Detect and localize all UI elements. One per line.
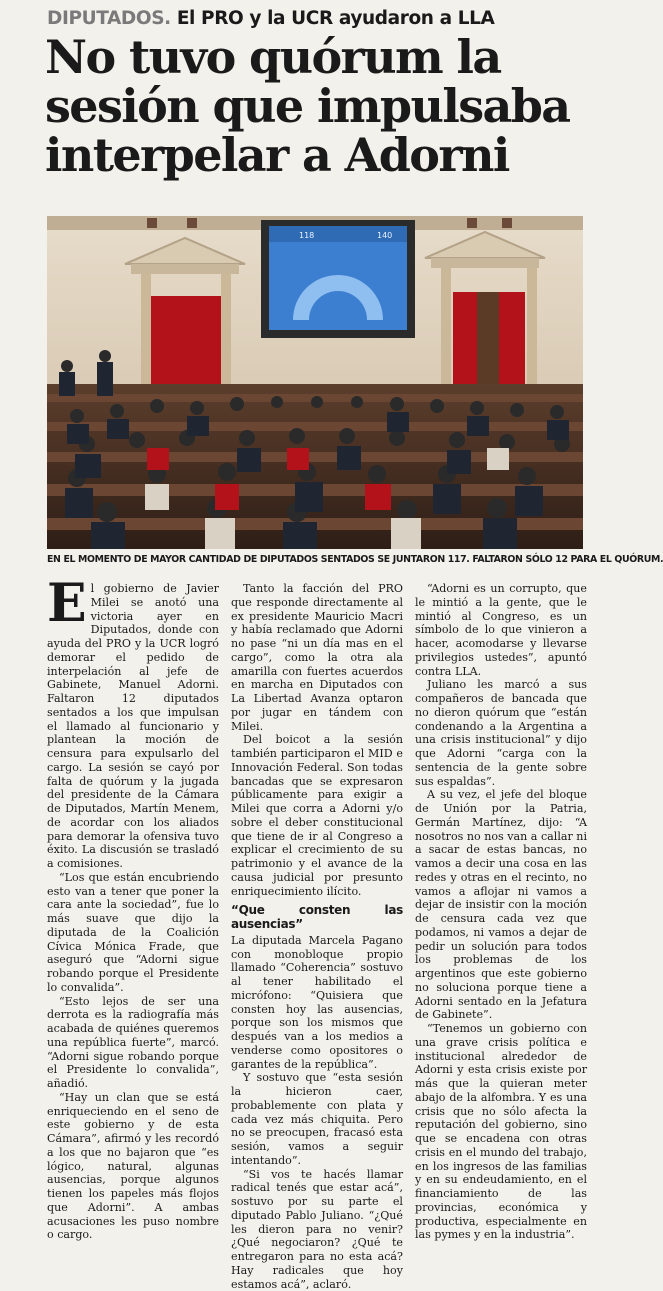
photo-caption: EN EL MOMENTO DE MAYOR CANTIDAD DE DIPUTADOS SENTADOS SE JUNTARON 117. FALTARON SÓLO 12 PARA EL QUÓRUM. xyxy=(47,554,587,565)
headline-line: interpelar a Adorni xyxy=(45,131,595,180)
article-paragraph: El gobierno de Javier Milei se anotó una victoria ayer en Diputados, donde con ayuda del PRO y la UCR logró demorar el pedido de interpelación al jefe de Gabinete, Manuel Adorni. Faltaron 12 diputados sentados a los que impulsan el llamado al funcionario y plantean la moción de censura para expulsarlo del cargo. La sesión se cayó por falta de quórum y la jugada del presidente de la Cámara de Diputados, Martín Menem, de acordar con los aliados para demorar la ofensiva tuvo éxito. La discusión se trasladó a comisiones. xyxy=(47,582,219,871)
screen-count-left: 118 xyxy=(299,231,314,240)
headline-line: No tuvo quórum la xyxy=(45,33,595,82)
article-paragraph: “Esto lejos de ser una derrota es la radiografía más acabada de quiénes queremos una república fuerte”, marcó. “Adorni sigue robando porque el Presidente lo convalida”, añadió. xyxy=(47,995,219,1091)
drop-cap: E xyxy=(47,584,87,624)
red-curtain-left xyxy=(151,296,221,396)
article-paragraph: “Si vos te hacés llamar radical tenés que estar acá”, sostuvo por su parte el diputado Pablo Juliano. “¿Qué les dieron para no venir? ¿Qué negociaron? ¿Qué te entregaron para no esta acá? Hay radicales que hoy estamos acá”, aclaró. xyxy=(231,1168,403,1291)
article-paragraph: “Adorni es un corrupto, que le mintió a la gente, que le mintió al Congreso, es un símbolo de lo que vinieron a hacer, acomodarse y llevarse privilegios ustedes”, apuntó contra LLA. xyxy=(415,582,587,678)
headline xyxy=(45,33,595,180)
article-paragraph: Juliano les marcó a sus compañeros de bancada que no dieron quórum que “están condenando a la Argentina a una crisis institucional” y dijo que Adorni “carga con la sentencia de la gente sobre sus espaldas”. xyxy=(415,678,587,788)
article-paragraph: “Tenemos un gobierno con una grave crisis política e institucional alrededor de Adorni y esta crisis existe por más que la quieran meter abajo de la alfombra. Y es una crisis que no sólo afecta la reputación del gobierno, sino que se encadena con otras crisis en el mundo del trabajo, en los ingresos de las familias y en su endeudamiento, en el financiamiento de las provincias, económica y productiva, especialmente en las pymes y en la industria”. xyxy=(415,1022,587,1242)
article-paragraph: Del boicot a la sesión también participaron el MID e Innovación Federal. Son todas bancadas que se expresaron públicamente para exigir a Milei que corra a Adorni y/o sobre el deber constitucional que tiene de ir al Congreso a explicar el crecimiento de su patrimonio y el avance de la causa judicial por presunto enriquecimiento ilícito. xyxy=(231,733,403,898)
article-column-1 xyxy=(47,582,219,1242)
article-paragraph: Tanto la facción del PRO que responde directamente al ex presidente Mauricio Macri y había reclamado que Adorni no pase “ni un día mas en el cargo”, como la otra ala amarilla con fuertes acuerdos en marcha en Diputados con La Libertad Avanza optaron por jugar en tándem con Milei. xyxy=(231,582,403,733)
article-paragraph: La diputada Marcela Pagano con monobloque propio llamado “Coherencia” sostuvo al tener habilitado el micrófono: “Quisiera que consten hoy las ausencias, porque son los mismos que después van a los medios a venderse como opositores o garantes de la república”. xyxy=(231,934,403,1072)
article-paragraph: Y sostuvo que “esta sesión la hicieron caer, probablemente con plata y cada vez más chiquita. Pero no se preocupen, fracasó esta sesión, vamos a seguir intentando”. xyxy=(231,1071,403,1167)
kicker xyxy=(47,8,587,29)
article-column-3 xyxy=(415,582,587,1242)
article-paragraph: “Hay un clan que se está enriqueciendo en el seno de este gobierno y de esta Cámara”, afirmó y les recordó a los que no bajaron que “es lógico, natural, algunas ausencias, porque algunos tienen los papeles más flojos que Adorni”. A ambas acusaciones les puso nombre o cargo. xyxy=(47,1091,219,1242)
article-column-2 xyxy=(231,582,403,1291)
chamber-photo xyxy=(47,216,583,549)
screen-count-right: 140 xyxy=(377,231,392,240)
kicker-tagline: El PRO y la UCR ayudaron a LLA xyxy=(177,8,495,29)
chamber-photo-illustration xyxy=(47,216,583,549)
article-paragraph: “Los que están encubriendo esto van a tener que poner la cara ante la sociedad”, fue lo más suave que dijo la diputada de la Coalición Cívica Mónica Frade, que aseguró que “Adorni sigue robando porque el Presidente lo convalida”. xyxy=(47,871,219,995)
article-subhead: “Que consten las ausencias” xyxy=(231,904,403,932)
article-paragraph: A su vez, el jefe del bloque de Unión por la Patria, Germán Martínez, dijo: “A nosotros no nos van a callar ni a sacar de estas bancas, no vamos a decir una cosa en las redes y otras en el recinto, no vamos a aflojar ni vamos a dejar de insistir con la moción de censura cada vez que podamos, ni vamos a dejar de pedir un solución para todos los problemas de los argentinos que este gobierno no soluciona porque tiene a Adorni sentado en la Jefatura de Gabinete”. xyxy=(415,788,587,1022)
kicker-section: DIPUTADOS. xyxy=(47,8,171,29)
headline-line: sesión que impulsaba xyxy=(45,82,595,131)
